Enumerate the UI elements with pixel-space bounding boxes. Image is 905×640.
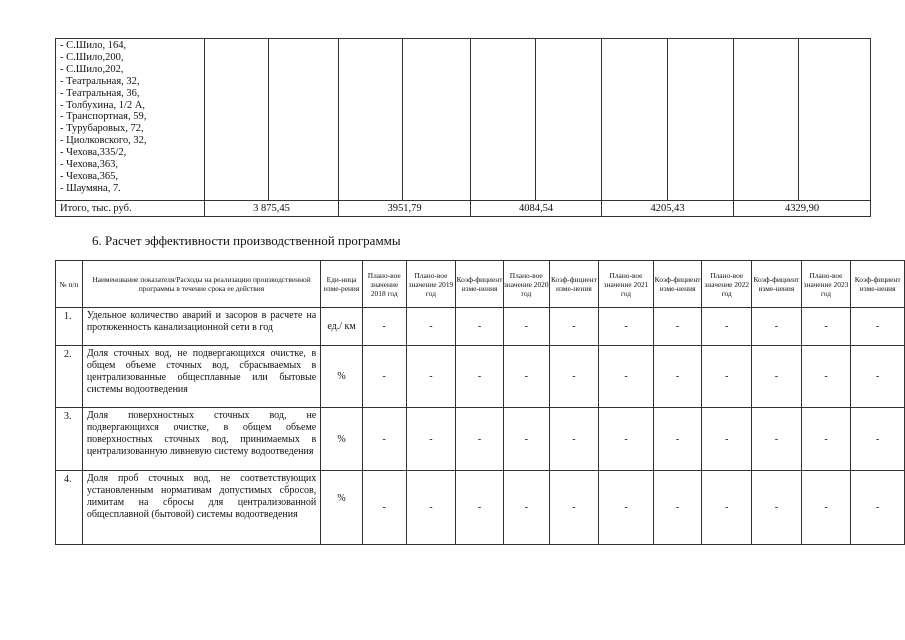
header-cell: Плано-вое значение 2023 год bbox=[801, 261, 851, 308]
header-cell: № п/п bbox=[56, 261, 83, 308]
section-heading: 6. Расчет эффективности производственной программы bbox=[92, 233, 401, 248]
address-line: - С.Шило, 164, bbox=[60, 40, 127, 51]
address-line: - С.Шило,202, bbox=[60, 63, 124, 75]
value-cell: - bbox=[851, 346, 905, 408]
header-cell: Плано-вое значение 2021 год bbox=[599, 261, 654, 308]
header-cell: Коэф-фициент изме-нения bbox=[549, 261, 599, 308]
unit-cell: % bbox=[321, 408, 363, 471]
address-line: - С.Шило,200, bbox=[60, 51, 124, 63]
value-cell: - bbox=[503, 408, 549, 471]
unit-cell: % bbox=[321, 471, 363, 545]
table-row bbox=[56, 308, 905, 346]
address-line: - Театральная, 36, bbox=[60, 87, 140, 99]
value-cell: - bbox=[362, 408, 406, 471]
unit-cell: % bbox=[321, 346, 363, 408]
value-cell: - bbox=[752, 471, 802, 545]
header-cell: Еди-ница изме-рения bbox=[321, 261, 363, 308]
value-cell: - bbox=[801, 346, 851, 408]
value-cell: - bbox=[752, 346, 802, 408]
value-cell: - bbox=[851, 408, 905, 471]
value-cell: - bbox=[549, 308, 599, 346]
header-cell: Коэф-фициент изме-нения bbox=[851, 261, 905, 308]
empty-cell bbox=[471, 39, 536, 201]
header-cell: Наименование показателя/Расходы на реализацию производственной программы в течение срока ее действия bbox=[82, 261, 320, 308]
value-cell: - bbox=[653, 408, 702, 471]
indicator-name: Доля сточных вод, не подвергающихся очистке, в общем объеме сточных вод, сбрасываемых в централизованные общесплавные или бытовые системы водоотведения bbox=[82, 346, 320, 408]
value-cell: - bbox=[456, 346, 504, 408]
value-cell: - bbox=[503, 471, 549, 545]
empty-cell bbox=[799, 39, 871, 201]
total-label: Итого, тыс. руб. bbox=[56, 201, 205, 217]
value-cell: - bbox=[599, 346, 654, 408]
total-value: 4329,90 bbox=[734, 201, 871, 217]
row-number: 3. bbox=[56, 408, 83, 471]
value-cell: - bbox=[599, 471, 654, 545]
row-number: 2. bbox=[56, 346, 83, 408]
empty-cell bbox=[734, 39, 799, 201]
value-cell: - bbox=[653, 346, 702, 408]
value-cell: - bbox=[362, 346, 406, 408]
value-cell: - bbox=[801, 408, 851, 471]
address-row bbox=[56, 39, 871, 201]
value-cell: - bbox=[702, 308, 752, 346]
header-cell: Плано-вое значение 2018 год bbox=[362, 261, 406, 308]
header-cell: Плано-вое значение 2020 год bbox=[503, 261, 549, 308]
value-cell: - bbox=[406, 308, 456, 346]
empty-cell bbox=[339, 39, 403, 201]
header-cell: Коэф-фициент изме-нения bbox=[752, 261, 802, 308]
total-value: 3 875,45 bbox=[205, 201, 339, 217]
empty-cell bbox=[403, 39, 471, 201]
header-cell: Плано-вое значение 2019 год bbox=[406, 261, 456, 308]
value-cell: - bbox=[406, 346, 456, 408]
value-cell: - bbox=[599, 308, 654, 346]
value-cell: - bbox=[702, 346, 752, 408]
address-list-cell bbox=[56, 39, 205, 201]
total-row bbox=[56, 201, 871, 217]
indicator-name: Доля поверхностных сточных вод, не подвергающихся очистке, в общем объеме поверхностных сточных вод, принимаемых в централизованную ливневую систему водоотведения bbox=[82, 408, 320, 471]
unit-cell: ед./ км bbox=[321, 308, 363, 346]
value-cell: - bbox=[851, 308, 905, 346]
value-cell: - bbox=[549, 408, 599, 471]
value-cell: - bbox=[406, 471, 456, 545]
address-line: - Толбухина, 1/2 А, bbox=[60, 99, 145, 111]
indicator-name: Удельное количество аварий и засоров в расчете на протяженность канализационной сети в год bbox=[82, 308, 320, 346]
value-cell: - bbox=[456, 408, 504, 471]
empty-cell bbox=[668, 39, 734, 201]
value-cell: - bbox=[752, 408, 802, 471]
value-cell: - bbox=[406, 408, 456, 471]
value-cell: - bbox=[702, 408, 752, 471]
value-cell: - bbox=[851, 471, 905, 545]
empty-cell bbox=[602, 39, 668, 201]
address-line: - Театральная, 32, bbox=[60, 75, 140, 87]
table-row bbox=[56, 471, 905, 545]
total-value: 4205,43 bbox=[602, 201, 734, 217]
address-line: - Циолковского, 32, bbox=[60, 135, 147, 147]
header-row bbox=[56, 261, 905, 308]
value-cell: - bbox=[549, 346, 599, 408]
indicator-name: Доля проб сточных вод, не соответствующих установленным нормативам допустимых сбросов, лимитам на сбросы для централизованной общесплавной (бытовой) системы водоотведения bbox=[82, 471, 320, 545]
value-cell: - bbox=[456, 308, 504, 346]
empty-cell bbox=[269, 39, 339, 201]
value-cell: - bbox=[456, 471, 504, 545]
value-cell: - bbox=[752, 308, 802, 346]
value-cell: - bbox=[503, 308, 549, 346]
address-cost-table bbox=[55, 38, 871, 217]
value-cell: - bbox=[549, 471, 599, 545]
empty-cell bbox=[536, 39, 602, 201]
address-line: - Шаумяна, 7. bbox=[60, 182, 121, 194]
value-cell: - bbox=[801, 308, 851, 346]
table-row bbox=[56, 408, 905, 471]
value-cell: - bbox=[702, 471, 752, 545]
address-line: - Чехова,363, bbox=[60, 159, 119, 171]
value-cell: - bbox=[503, 346, 549, 408]
total-value: 4084,54 bbox=[471, 201, 602, 217]
value-cell: - bbox=[599, 408, 654, 471]
header-cell: Коэф-фициент изме-нения bbox=[653, 261, 702, 308]
value-cell: - bbox=[801, 471, 851, 545]
header-cell: Коэф-фициент изме-нения bbox=[456, 261, 504, 308]
efficiency-table bbox=[55, 260, 905, 545]
header-cell: Плано-вое значение 2022 год bbox=[702, 261, 752, 308]
value-cell: - bbox=[653, 308, 702, 346]
value-cell: - bbox=[362, 471, 406, 545]
value-cell: - bbox=[653, 471, 702, 545]
row-number: 4. bbox=[56, 471, 83, 545]
address-line: - Транспортная, 59, bbox=[60, 111, 147, 123]
total-value: 3951,79 bbox=[339, 201, 471, 217]
address-line: - Турубаровых, 72, bbox=[60, 123, 144, 135]
empty-cell bbox=[205, 39, 269, 201]
table-row bbox=[56, 346, 905, 408]
value-cell: - bbox=[362, 308, 406, 346]
address-line: - Чехова,335/2, bbox=[60, 147, 127, 159]
row-number: 1. bbox=[56, 308, 83, 346]
address-line: - Чехова,365, bbox=[60, 170, 119, 182]
